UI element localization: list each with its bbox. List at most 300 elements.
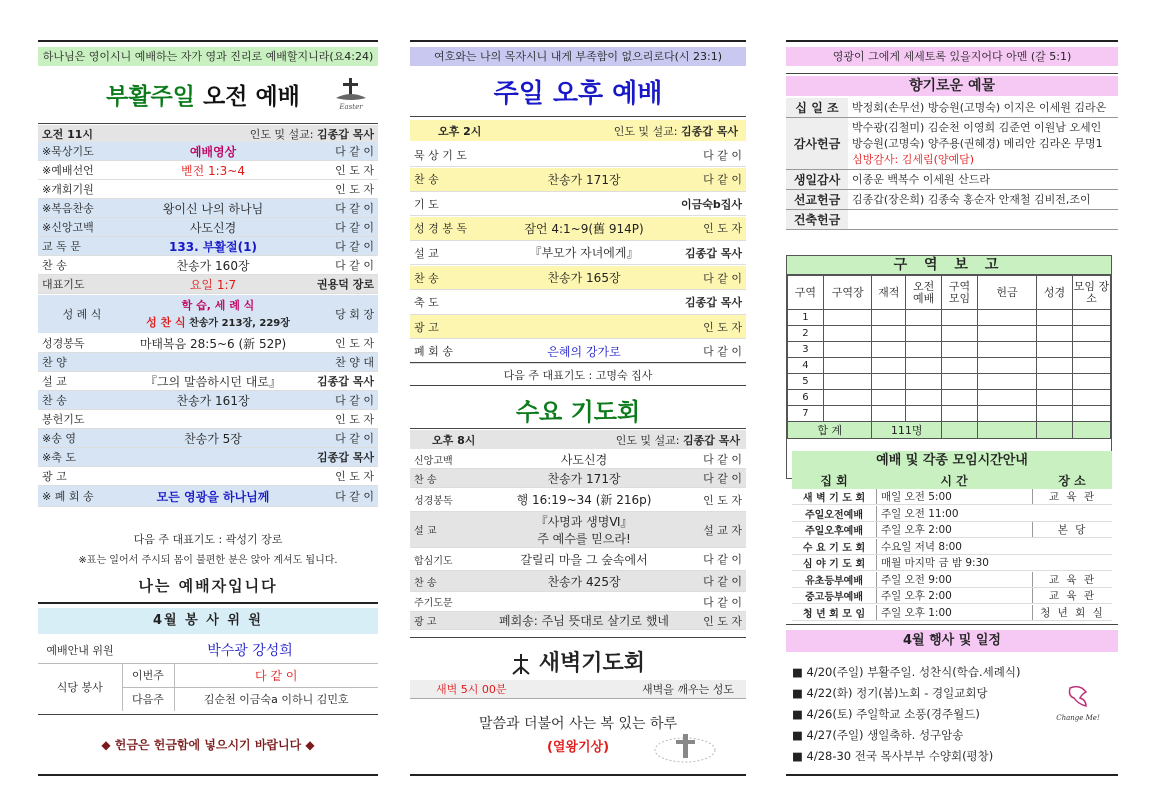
item-content — [122, 373, 304, 390]
service-item-row — [38, 142, 378, 161]
schedule-place: 교 육 관 — [1032, 489, 1112, 504]
item-content-text: 왕이신 나의 하나님 — [162, 201, 264, 216]
item-leader: 인 도 자 — [703, 222, 742, 236]
item-leader: 다 같 이 — [335, 221, 374, 234]
item-leader: 권용덕 장로 — [317, 278, 374, 291]
district-total-label: 합 계 — [788, 422, 872, 439]
service-committee-title: 4월 봉 사 위 원 — [38, 608, 378, 634]
item-leader: 김종갑 목사 — [685, 296, 742, 310]
district-cell — [1072, 326, 1110, 342]
item-label: 주기도문 — [414, 598, 453, 609]
item-leader: 인 도 자 — [335, 164, 374, 177]
item-content-text: 찬송가 165장 — [547, 271, 621, 285]
item-label: 찬 송 — [414, 271, 439, 285]
sacrament-label: 성 례 식 — [62, 308, 102, 321]
item-leader: 다 같 이 — [703, 148, 742, 162]
service-item-row — [410, 217, 746, 241]
column-sunday-morning — [38, 40, 378, 778]
item-label: ※ 폐 회 송 — [42, 490, 94, 503]
district-cell — [872, 374, 906, 390]
item-content-text: 찬송가 160장 — [176, 258, 250, 273]
district-cell — [823, 326, 872, 342]
district-cell — [977, 358, 1036, 374]
schedule-title: 예배 및 각종 모임시간안내 — [792, 451, 1112, 471]
district-cell — [906, 390, 942, 406]
sacrament-leader: 당 회 장 — [335, 308, 374, 321]
wednesday-header — [410, 430, 746, 449]
service-item-row — [38, 467, 378, 486]
district-cell — [1072, 406, 1110, 422]
service-item-row — [38, 256, 378, 275]
event-item: ■ 4/26(토) 주일학교 소풍(경주월드) — [792, 707, 980, 721]
offering-row — [786, 210, 1118, 230]
communion-label: 성 찬 식 — [146, 315, 186, 329]
district-row — [788, 406, 1111, 422]
item-leader: 다 같 이 — [335, 240, 374, 253]
schedule-place: 교 육 관 — [1032, 572, 1112, 587]
offering-names — [848, 118, 1118, 169]
schedule-time: 주일 오후 1:00 — [876, 605, 1032, 620]
district-cell — [1037, 310, 1073, 326]
item-content — [486, 573, 682, 590]
lead-label: 인도 및 설교: — [249, 127, 314, 141]
item-label: 광 고 — [414, 320, 439, 334]
schedule-place: 본 당 — [1032, 522, 1112, 537]
item-content-subtext: 주 예수를 믿으라! — [537, 531, 631, 546]
wednesday-lead-label: 인도 및 설교: — [615, 433, 680, 447]
service-item-row — [38, 448, 378, 467]
item-content-text: 모든 영광을 하나님께 — [156, 489, 270, 504]
district-cell — [1072, 374, 1110, 390]
item-label: 신앙고백 — [414, 455, 453, 467]
district-row — [788, 342, 1111, 358]
meal-this-label: 이번주 — [122, 663, 174, 687]
district-row — [788, 358, 1111, 374]
meal-next: 김순천 이금숙a 이하니 김민호 — [203, 693, 349, 707]
offering-names-line: 심방감사: 김세림(양예담) — [852, 153, 975, 166]
wednesday-title: 수요 기도회 — [515, 398, 641, 426]
item-content-text: 벧전 1:3~4 — [180, 163, 245, 178]
district-number: 4 — [788, 358, 824, 374]
item-content — [122, 257, 304, 274]
item-content — [504, 269, 664, 286]
item-leader: 김종갑 목사 — [317, 375, 374, 388]
item-content — [486, 513, 682, 547]
district-cell — [872, 358, 906, 374]
item-content — [122, 238, 304, 255]
district-header-cell: 성경 — [1037, 276, 1073, 310]
district-cell — [942, 342, 978, 358]
service-item-row — [410, 592, 746, 612]
worshipper-slogan: 나는 예배자입니다 — [138, 576, 278, 595]
offering-label: 감사헌금 — [786, 118, 848, 169]
events-list — [792, 662, 1068, 767]
item-content-text: 『사명과 생명Ⅵ』 — [535, 514, 633, 529]
district-total-value: 111명 — [872, 422, 942, 439]
usher-label: 예배안내 위원 — [46, 643, 114, 657]
district-cell — [823, 358, 872, 374]
service-item-row — [410, 548, 746, 571]
afternoon-lead-name: 김종갑 목사 — [681, 124, 738, 138]
dawn-quote: 말씀과 더불어 사는 복 있는 하루 — [478, 716, 678, 732]
dawn-row — [410, 680, 746, 699]
verse-banner-2: 여호와는 나의 목자시니 내게 부족함이 없으리로다(시 23:1) — [410, 47, 746, 66]
service-item-row — [410, 340, 746, 364]
service-item-row — [38, 161, 378, 180]
dawn-name: 새벽을 깨우는 성도 — [641, 683, 734, 696]
item-label: ※신앙고백 — [42, 221, 94, 234]
item-content — [122, 162, 304, 179]
item-label: ※개회기원 — [42, 183, 94, 196]
district-cell — [1037, 326, 1073, 342]
district-cell — [1072, 358, 1110, 374]
offering-label: 생일감사 — [786, 170, 848, 189]
item-content-text: 찬송가 5장 — [184, 431, 242, 446]
service-item-row — [410, 192, 746, 216]
schedule-row — [792, 572, 1112, 588]
district-report — [786, 255, 1112, 479]
item-content-text: 사도신경 — [560, 452, 608, 467]
schedule-header — [792, 471, 1112, 489]
item-content — [486, 612, 682, 629]
district-header-cell: 구역장 — [823, 276, 872, 310]
service-item-row — [38, 353, 378, 372]
svg-text:Easter: Easter — [339, 103, 363, 111]
service-item-row — [38, 486, 378, 507]
service-item-row — [38, 372, 378, 391]
meal-next-label: 다음주 — [122, 687, 174, 711]
item-label: 합심기도 — [414, 555, 453, 567]
district-cell — [906, 326, 942, 342]
offering-names — [848, 170, 1118, 189]
item-label: 대표기도 — [42, 278, 85, 291]
item-leader: 인 도 자 — [703, 614, 742, 628]
item-content-text: 예배영상 — [189, 144, 237, 159]
district-cell — [823, 406, 872, 422]
meal-label: 식당 봉사 — [38, 663, 122, 711]
afternoon-header — [410, 120, 746, 141]
district-header-cell: 재적 — [872, 276, 906, 310]
schedule-place: 교 육 관 — [1032, 588, 1112, 603]
service-item-row — [38, 218, 378, 237]
service-item-row — [410, 241, 746, 265]
service-item-row — [38, 334, 378, 353]
title-service: 오전 예배 — [203, 84, 300, 110]
item-label: 기 도 — [414, 197, 439, 211]
schedule-name: 주일오전예배 — [805, 509, 863, 521]
floral-cross-icon — [650, 728, 720, 764]
item-content — [504, 343, 664, 360]
district-cell — [1072, 390, 1110, 406]
district-cell — [977, 326, 1036, 342]
item-content-text: 『그의 말씀하시던 대로』 — [145, 374, 281, 389]
schedule-time: 매월 마지막 금 밤 9:30 — [876, 555, 1032, 570]
item-leader: 김종갑 목사 — [317, 451, 374, 464]
district-cell — [872, 406, 906, 422]
district-total-cell — [1037, 422, 1073, 439]
district-cell — [942, 358, 978, 374]
service-item-row — [410, 612, 746, 630]
district-cell — [906, 374, 942, 390]
district-cell — [906, 406, 942, 422]
service-item-row — [410, 266, 746, 290]
district-row — [788, 310, 1111, 326]
schedule-row — [792, 522, 1112, 538]
item-content — [486, 470, 682, 487]
event-item: ■ 4/27(주일) 생일축하. 성구암송 — [792, 728, 964, 742]
afternoon-next-prayer: 다음 주 대표기도 : 고명숙 집사 — [503, 369, 653, 382]
item-leader: 다 같 이 — [703, 453, 742, 466]
offering-label: 건축헌금 — [786, 210, 848, 229]
meal-this: 다 같 이 — [255, 668, 298, 683]
item-label: 폐 회 송 — [414, 345, 453, 359]
district-total-cell — [942, 422, 978, 439]
district-cell — [1037, 390, 1073, 406]
title-easter: 부활주일 — [106, 84, 195, 110]
service-item-row — [410, 291, 746, 315]
district-cell — [977, 406, 1036, 422]
item-label: 성 경 봉 독 — [414, 222, 467, 236]
item-content-text: 사도신경 — [189, 220, 237, 235]
item-content-text: 133. 부활절(1) — [169, 239, 257, 254]
district-cell — [872, 326, 906, 342]
item-label: 설 교 — [414, 526, 437, 537]
morning-header — [38, 125, 378, 142]
item-content-text: 폐회송: 주님 뜻대로 살기로 했네 — [499, 614, 669, 628]
column-sunday-afternoon — [410, 40, 746, 778]
item-leader: 인 도 자 — [335, 183, 374, 196]
service-item-row — [38, 391, 378, 410]
cross-icon — [511, 654, 531, 674]
district-row — [788, 326, 1111, 342]
service-item-row — [410, 488, 746, 512]
dawn-source: (열왕기상) — [546, 739, 610, 755]
item-label: ※송 영 — [42, 432, 76, 445]
service-item-row — [410, 512, 746, 548]
item-leader: 인 도 자 — [335, 413, 374, 426]
event-item: ■ 4/22(화) 정기(봄)노회 - 경일교회당 — [792, 686, 988, 700]
district-number: 3 — [788, 342, 824, 358]
wednesday-lead-name: 김종갑 목사 — [683, 433, 740, 447]
sched-h-place: 장 소 — [1058, 473, 1086, 488]
item-content-text: 잠언 4:1~9(舊 914P) — [524, 221, 644, 236]
offering-label: 선교헌금 — [786, 190, 848, 209]
schedule-time: 수요일 저녁 8:00 — [876, 539, 1032, 554]
service-item-row — [38, 429, 378, 448]
item-label: 찬 송 — [414, 173, 439, 187]
item-label: ※예배선언 — [42, 164, 94, 177]
column-offerings-schedule — [786, 40, 1118, 778]
item-label: 설 교 — [414, 246, 439, 260]
schedule-time: 주일 오후 2:00 — [876, 588, 1032, 603]
item-label: 성경봉독 — [42, 337, 85, 350]
offering-names-line: 방승원(고명숙) 양주용(권혜경) 메리안 김라온 무명1 — [852, 137, 1103, 150]
district-number: 2 — [788, 326, 824, 342]
event-item: ■ 4/20(주일) 부활주일. 성찬식(학습.세례식) — [792, 665, 1021, 679]
afternoon-time: 오후 2시 — [438, 124, 482, 138]
easter-cross-icon — [330, 76, 372, 112]
morning-time: 오전 11시 — [42, 127, 94, 141]
service-committee-table — [38, 637, 378, 711]
district-cell — [942, 310, 978, 326]
item-content — [486, 491, 682, 508]
service-item-row — [38, 237, 378, 256]
item-label: 광 고 — [414, 617, 437, 628]
district-header-cell: 헌금 — [977, 276, 1036, 310]
item-leader: 다 같 이 — [703, 472, 742, 485]
district-number: 5 — [788, 374, 824, 390]
item-content — [486, 551, 682, 568]
district-cell — [1072, 310, 1110, 326]
service-item-row — [38, 410, 378, 429]
district-cell — [1037, 358, 1073, 374]
offering-row — [786, 170, 1118, 190]
usher-names: 박수광 강성희 — [207, 642, 293, 659]
item-content — [122, 200, 304, 217]
item-label: ※복음찬송 — [42, 202, 94, 215]
service-item-row — [410, 469, 746, 488]
item-content-text: 마태복음 28:5~6 (新 52P) — [139, 336, 287, 351]
item-leader: 찬 양 대 — [335, 356, 374, 369]
offering-names-line: 박정회(손무선) 방승원(고명숙) 이지은 이세원 김라온 — [852, 101, 1107, 114]
offering-row — [786, 118, 1118, 170]
item-label: 찬 양 — [42, 356, 67, 369]
verse-banner: 하나님은 영이시니 예배하는 자가 영과 진리로 예배할지니라(요4:24) — [38, 47, 378, 66]
item-leader: 다 같 이 — [703, 173, 742, 187]
item-leader: 다 같 이 — [335, 394, 374, 407]
district-cell — [823, 374, 872, 390]
district-cell — [977, 390, 1036, 406]
schedule-name: 주일오후예배 — [805, 526, 863, 537]
dawn-title-text: 새벽기도회 — [538, 651, 645, 676]
schedule-name: 청 년 회 모 임 — [802, 608, 866, 620]
item-leader: 인 도 자 — [335, 337, 374, 350]
district-header-cell: 모임 장소 — [1072, 276, 1110, 310]
page-title — [28, 78, 378, 111]
service-item-row — [410, 315, 746, 339]
item-leader: 김종갑 목사 — [685, 246, 742, 260]
service-item-row — [410, 450, 746, 469]
offering-names-line: 이종운 백복수 이세원 산드라 — [852, 173, 991, 186]
district-header-cell: 오전 예배 — [906, 276, 942, 310]
standing-note: ※표는 일어서 주시되 몸이 불편한 분은 앉아 계셔도 됩니다. — [78, 554, 338, 566]
district-cell — [977, 342, 1036, 358]
offerings-title: 향기로운 예물 — [786, 76, 1118, 96]
schedule-row — [792, 539, 1112, 555]
item-content-text: 요일 1:7 — [189, 277, 237, 292]
schedule-row — [792, 555, 1112, 571]
district-cell — [977, 374, 1036, 390]
district-number: 7 — [788, 406, 824, 422]
item-leader: 다 같 이 — [335, 145, 374, 158]
item-leader: 다 같 이 — [703, 595, 742, 609]
afternoon-lead-label: 인도 및 설교: — [613, 124, 678, 138]
item-leader: 다 같 이 — [335, 432, 374, 445]
district-cell — [942, 326, 978, 342]
schedule-time: 주일 오전 9:00 — [876, 572, 1032, 587]
district-cell — [942, 390, 978, 406]
item-content-text: 찬송가 161장 — [176, 393, 250, 408]
offering-names-line: 김종갑(장은희) 김종숙 홍순자 안재철 김비전,조이 — [852, 193, 1091, 206]
item-content — [486, 451, 682, 468]
district-total-row — [788, 422, 1111, 439]
item-label: 찬 송 — [42, 259, 67, 272]
district-cell — [942, 406, 978, 422]
offering-names — [848, 210, 1118, 229]
service-item-row — [38, 180, 378, 199]
district-cell — [872, 342, 906, 358]
district-cell — [1037, 342, 1073, 358]
district-table — [787, 275, 1111, 439]
schedule-time: 주일 오후 2:00 — [876, 522, 1032, 537]
item-content — [504, 171, 664, 188]
item-label: 찬 송 — [42, 394, 67, 407]
afternoon-title: 주일 오후 예배 — [493, 79, 663, 109]
district-total-cell — [977, 422, 1036, 439]
item-content — [122, 143, 304, 160]
item-content — [504, 220, 664, 237]
schedule-row — [792, 588, 1112, 604]
item-leader: 인 도 자 — [335, 470, 374, 483]
item-label: ※묵상기도 — [42, 145, 94, 158]
district-header-cell: 구역 — [788, 276, 824, 310]
district-cell — [1072, 342, 1110, 358]
verse-banner-3: 영광이 그에게 세세토록 있을지어다 아멘 (갈 5:1) — [786, 47, 1118, 66]
item-label: ※축 도 — [42, 451, 76, 464]
sacrament-row — [38, 295, 378, 333]
district-row — [788, 374, 1111, 390]
schedule-name: 유초등부예배 — [805, 575, 863, 587]
item-leader: 다 같 이 — [703, 553, 742, 566]
item-content-text: 은혜의 강가로 — [547, 344, 621, 359]
district-number: 6 — [788, 390, 824, 406]
dove-icon — [1056, 680, 1100, 724]
item-label: 성경봉독 — [414, 496, 453, 507]
item-content — [122, 276, 304, 293]
offering-names — [848, 190, 1118, 209]
events-title: 4월 행사 및 일정 — [786, 630, 1118, 652]
district-cell — [942, 374, 978, 390]
district-cell — [872, 310, 906, 326]
item-leader: 다 같 이 — [703, 345, 742, 359]
schedule-name: 중고등부예배 — [805, 592, 863, 603]
item-leader: 인 도 자 — [703, 320, 742, 334]
item-content — [122, 488, 304, 505]
item-label: 봉헌기도 — [42, 413, 85, 426]
service-item-row — [410, 143, 746, 167]
item-label: 교 독 문 — [42, 240, 81, 253]
top-rule — [38, 40, 378, 42]
item-leader: 다 같 이 — [335, 490, 374, 503]
item-leader: 다 같 이 — [335, 202, 374, 215]
dawn-time: 새벽 5시 00분 — [436, 683, 507, 696]
item-content-text: 행 16:19~34 (新 216p) — [516, 493, 652, 507]
item-leader: 다 같 이 — [703, 271, 742, 285]
district-number: 1 — [788, 310, 824, 326]
schedule-row — [792, 605, 1112, 621]
item-content-text: 찬송가 171장 — [547, 172, 621, 187]
schedule-row — [792, 506, 1112, 522]
schedule-row — [792, 489, 1112, 505]
service-item-row — [410, 571, 746, 592]
item-leader: 다 같 이 — [703, 575, 742, 588]
district-cell — [1037, 406, 1073, 422]
service-item-row — [38, 199, 378, 218]
schedule-name: 새 벽 기 도 회 — [802, 493, 866, 504]
item-content — [122, 392, 304, 409]
offering-row — [786, 190, 1118, 210]
district-cell — [823, 342, 872, 358]
